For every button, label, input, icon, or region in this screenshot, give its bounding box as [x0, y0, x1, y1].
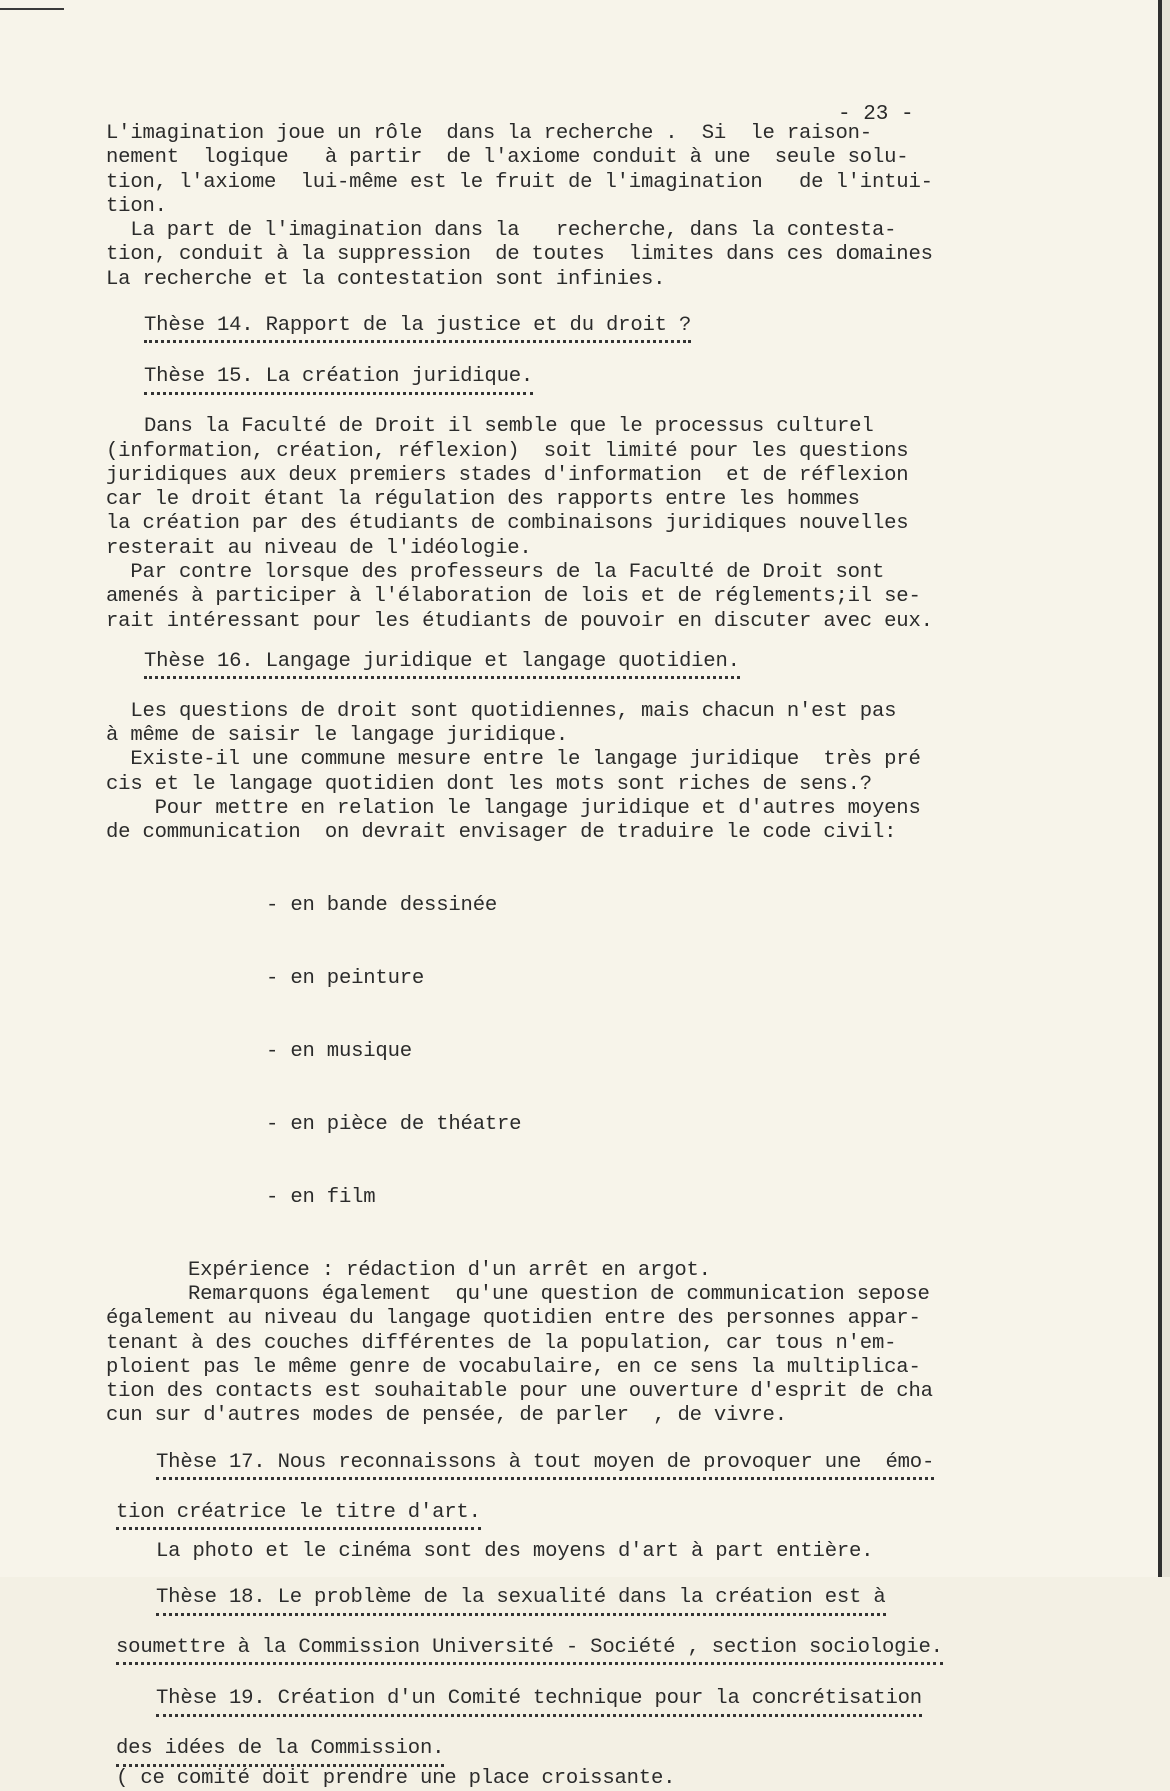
text-line: Pour mettre en relation le langage juridique et d'autres moyens [106, 797, 921, 821]
closing-note: ( ce comité doit prendre une place croissante. [116, 1766, 676, 1790]
these-15-text: Thèse 15. La création juridique. [144, 365, 533, 394]
text-line: cis et le langage quotidien dont les mots sont riches de sens.? [106, 772, 872, 796]
list-item: - en film [266, 1185, 376, 1209]
these-18-text-1: Thèse 18. Le problème de la sexualité dans la création est à [156, 1586, 886, 1615]
photo-line: La photo et le cinéma sont des moyens d'art à part entière. [156, 1539, 874, 1563]
experience-line: Expérience : rédaction d'un arrêt en argot. [188, 1258, 711, 1282]
these-19-text-1: Thèse 19. Création d'un Comité technique pour la concrétisation [156, 1687, 922, 1716]
these-18-line1 [106, 1586, 986, 1615]
text-line: L'imagination joue un rôle dans la recherche . Si le raison- [106, 122, 872, 145]
paragraph-faculte [106, 415, 986, 561]
list-item: - en musique [266, 1039, 412, 1063]
these-17-text-1: Thèse 17. Nous reconnaissons à tout moyen de provoquer une émo- [156, 1451, 934, 1480]
text-line: tenant à des couches différentes de la population, car tous n'em- [106, 1331, 897, 1355]
text-line: La part de l'imagination dans la recherche, dans la contesta- [106, 219, 897, 243]
these-16-text: Thèse 16. Langage juridique et langage quotidien. [144, 650, 740, 679]
text-line: resterait au niveau de l'idéologie. [106, 536, 532, 560]
text-line: tion. [106, 194, 167, 218]
these-17-text-2: tion créatrice le titre d'art. [116, 1501, 481, 1530]
text-line: tion, l'axiome lui-même est le fruit de l'imagination de l'intui- [106, 170, 933, 194]
these-16-heading [106, 650, 986, 679]
text-line: nement logique à partir de l'axiome conduit à une seule solu- [106, 146, 909, 170]
paragraph-part-imagination [106, 219, 986, 292]
text-line: tion des contacts est souhaitable pour une ouverture d'esprit de cha [106, 1380, 933, 1404]
right-margin-shadow [1162, 0, 1170, 1577]
text-line: ploient pas le même genre de vocabulaire, en ce sens la multiplica- [106, 1355, 921, 1379]
these-18-line2 [106, 1636, 986, 1665]
text-line: car le droit étant la régulation des rapports entre les hommes [106, 488, 860, 512]
text-line: amenés à participer à l'élaboration de lois et de réglements;il se- [106, 585, 921, 609]
these-19-line2 [106, 1737, 986, 1766]
text-line: Remarquons également qu'une question de communication sepose [188, 1282, 930, 1306]
these-19-block [106, 1687, 986, 1766]
paragraph-remarque [106, 1283, 986, 1429]
these-19-line1 [106, 1687, 986, 1716]
paragraph-imagination [106, 122, 986, 219]
these-15-heading [106, 365, 986, 394]
text-line: Par contre lorsque des professeurs de la Faculté de Droit sont [106, 561, 885, 585]
these-17-block [106, 1451, 986, 1530]
list-item: - en bande dessinée [266, 894, 498, 918]
text-line: la création par des étudiants de combinaisons juridiques nouvelles [106, 512, 909, 536]
paragraph-professeurs [106, 561, 986, 634]
media-list [106, 846, 986, 1259]
these-14-text: Thèse 14. Rapport de la justice et du droit ? [144, 314, 691, 343]
list-item: - en pièce de théatre [266, 1112, 522, 1136]
text-line: également au niveau du langage quotidien entre des personnes appar- [106, 1307, 921, 1331]
text-line: Les questions de droit sont quotidiennes, mais chacun n'est pas [106, 699, 897, 723]
text-line: (information, création, réflexion) soit limité pour les questions [106, 439, 909, 463]
these-17-line1 [106, 1451, 986, 1480]
text-line: cun sur d'autres modes de pensée, de parler , de vivre. [106, 1404, 787, 1428]
text-line: Existe-il une commune mesure entre le langage juridique très pré [106, 748, 921, 772]
text-line: Dans la Faculté de Droit il semble que le processus culturel [144, 415, 874, 439]
list-item: - en peinture [266, 967, 425, 991]
text-line: juridiques aux deux premiers stades d'information et de réflexion [106, 463, 909, 487]
these-18-block [106, 1586, 986, 1665]
paragraph-questions [106, 700, 986, 846]
these-19-text-2: des idées de la Commission. [116, 1737, 444, 1766]
text-line: à même de saisir le langage juridique. [106, 724, 569, 748]
text-line: rait intéressant pour les étudiants de pouvoir en discuter avec eux. [106, 609, 933, 633]
top-edge-rule [0, 8, 64, 10]
text-line: de communication on devrait envisager de traduire le code civil: [106, 821, 897, 845]
document-body [106, 122, 986, 1791]
text-line: La recherche et la contestation sont infinies. [106, 267, 666, 291]
right-edge-rule [1158, 0, 1162, 1577]
page-number: - 23 - [838, 103, 914, 126]
text-line: tion, conduit à la suppression de toutes limites dans ces domaines [106, 243, 933, 267]
these-17-line2 [106, 1501, 986, 1530]
these-14-heading [106, 314, 986, 343]
these-18-text-2: soumettre à la Commission Université - Société , section sociologie. [116, 1636, 943, 1665]
